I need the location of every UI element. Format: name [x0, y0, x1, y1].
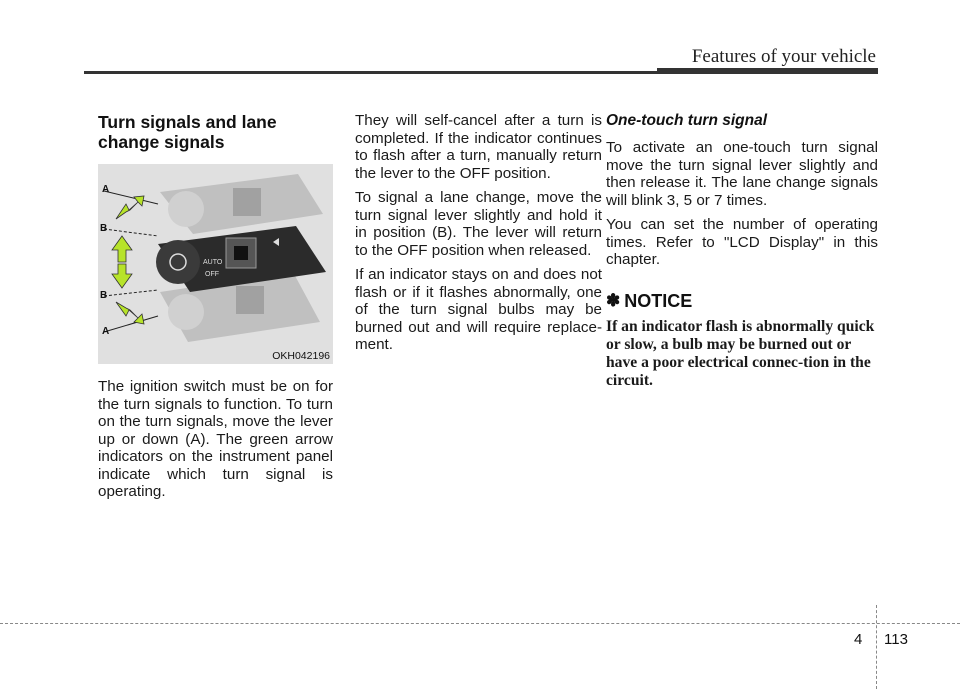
- header-rule: [84, 71, 657, 74]
- label-b-top: B: [100, 223, 108, 234]
- svg-text:AUTO: AUTO: [203, 259, 223, 266]
- page-divider: [876, 605, 877, 689]
- label-b-bottom: B: [100, 290, 108, 301]
- label-a-bottom: A: [102, 326, 110, 337]
- left-paragraph: The ignition switch must be on for the turn signals to function. To turn on the turn signals, move the lever up or down (A). The green arrow indicators on the instrument panel indicate which turn signal is operating.: [98, 378, 333, 500]
- right-paragraph-2: You can set the number of operating times. Refer to "LCD Display" in this chapter.: [606, 216, 878, 268]
- right-paragraph-1: To activate an one-touch turn signal move the turn signal lever slightly and then release it. The lane change signals will blink 3, 5 or 7 times.: [606, 139, 878, 209]
- footer-rule: [0, 623, 960, 624]
- turn-signal-lever-figure: [98, 164, 333, 364]
- middle-paragraph-3: If an indicator stays on and does not flash or if it flashes abnormally, one of the turn signal bulbs may be burned out and will require replace-ment.: [355, 266, 602, 353]
- header-rule-accent: [657, 68, 878, 74]
- header-title: Features of your vehicle: [691, 46, 876, 67]
- arrow-b-up-icon: [112, 236, 132, 262]
- lever-main: [156, 226, 326, 292]
- subheading-one-touch: One-touch turn signal: [606, 112, 768, 129]
- lever-ghost-up: [160, 174, 323, 234]
- left-column: [98, 112, 333, 508]
- notice-text: If an indicator flash is abnormally quick or slow, a bulb may be burned out or have a poor electrical connec-tion in the circuit.: [606, 317, 875, 389]
- notice-star-icon: ✽: [606, 291, 621, 310]
- arrow-a-down-icon: [116, 302, 144, 324]
- label-a-top: A: [102, 184, 110, 195]
- right-column: [606, 112, 878, 390]
- arrow-b-down-icon: [112, 264, 132, 288]
- notice-heading: [606, 291, 878, 312]
- figure-code: OKH042196: [272, 350, 330, 362]
- middle-paragraph-2: To signal a lane change, move the turn signal lever slightly and hold it in position (B). The lever will return to the OFF position when released.: [355, 189, 602, 259]
- svg-text:OFF: OFF: [205, 271, 219, 278]
- lever-illustration: [98, 164, 333, 364]
- arrow-a-up-icon: [116, 196, 144, 219]
- page-number: 113: [884, 631, 908, 648]
- chapter-number: 4: [854, 631, 863, 648]
- section-heading: Turn signals and lane change signals: [98, 112, 277, 152]
- middle-column: [355, 112, 602, 361]
- notice-title: NOTICE: [624, 290, 693, 311]
- middle-paragraph-1: They will self-cancel after a turn is completed. If the indicator continues to flash after a turn, manually return the lever to the OFF position.: [355, 112, 602, 182]
